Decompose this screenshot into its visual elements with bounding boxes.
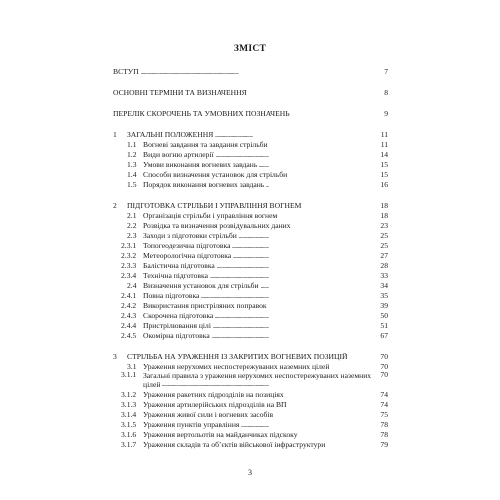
toc-entry — [113, 230, 388, 240]
toc-entry-page: 25 — [372, 242, 388, 250]
toc-entry-title-container — [143, 431, 372, 439]
toc-entry-title-container — [143, 363, 372, 371]
toc-entry-title-container — [143, 302, 372, 310]
toc-entry-number: 1.3 — [127, 160, 137, 170]
toc-entry-title: Порядок виконання вогневих завдань — [143, 181, 265, 189]
toc-entry-number: 2.4.5 — [121, 331, 137, 341]
toc-entry-page: 35 — [372, 292, 388, 300]
toc-entry-title-container — [143, 312, 372, 320]
toc-entry-page: 67 — [372, 332, 388, 340]
toc-entry-number: 3.1.4 — [121, 410, 137, 420]
toc-entry-page: 27 — [372, 252, 388, 260]
toc-entry-number: 2.3.4 — [121, 271, 137, 281]
toc-entry-title: Види вогню артилерії — [143, 151, 214, 159]
toc-entry-page: 70 — [372, 353, 388, 361]
toc-entry-number: 3 — [113, 352, 117, 362]
toc-entry-title: ОСНОВНІ ТЕРМІНИ ТА ВИЗНАЧЕННЯ — [113, 89, 247, 97]
toc-entry — [113, 270, 388, 280]
toc-entry-title: ЗАГАЛЬНІ ПОЛОЖЕННЯ — [127, 131, 214, 139]
toc-entry-title-container — [143, 292, 372, 300]
toc-entry-page: 75 — [372, 411, 388, 419]
table-of-contents — [113, 66, 388, 449]
toc-entry-title: Ураження вертольотів на майданчиках підскоку — [143, 431, 298, 439]
toc-entry-page: 39 — [372, 302, 388, 310]
toc-entry — [113, 351, 388, 361]
toc-entry-number: 2 — [113, 201, 117, 211]
toc-entry-page: 16 — [372, 181, 388, 189]
toc-entry-page: 15 — [372, 171, 388, 179]
toc-title: ЗМІСТ — [233, 44, 267, 54]
toc-entry-page: 14 — [372, 151, 388, 159]
toc-entry — [113, 210, 388, 220]
toc-entry-title-container — [143, 222, 372, 230]
toc-entry-title-container — [143, 272, 372, 280]
toc-entry-title-container — [143, 322, 372, 330]
toc-entry-title: Метеорологічна підготовка — [143, 252, 232, 260]
toc-entry-page: 15 — [372, 161, 388, 169]
toc-entry-number: 2.3.3 — [121, 261, 137, 271]
toc-entry-title: ПЕРЕЛІК СКОРОЧЕНЬ ТА УМОВНИХ ПОЗНАЧЕНЬ — [113, 110, 290, 118]
toc-entry-title-container — [143, 212, 372, 220]
toc-entry-title: Ураження складів та об’єктів військової інфраструктури — [143, 441, 326, 449]
toc-entry-number: 2.2 — [127, 221, 137, 231]
toc-entry-number: 2.3.2 — [121, 251, 137, 261]
toc-entry — [113, 389, 388, 399]
toc-entry-title: Розвідка та визначення розвідувальних даних — [143, 222, 291, 230]
toc-entry-page: 70 — [372, 363, 388, 371]
toc-entry-title-container — [143, 371, 372, 389]
toc-entry-title: Загальні правила з ураження нерухомих неспостережуваних наземних цілей — [143, 371, 372, 389]
toc-entry-number: 3.1.2 — [121, 390, 137, 400]
toc-entry-title: Повна підготовка — [143, 292, 200, 300]
toc-entry-title-container — [143, 391, 372, 399]
toc-entry-number: 1 — [113, 130, 117, 140]
toc-entry-title: ВСТУП — [113, 68, 139, 76]
toc-entry-title: Ураження нерухомих неспостережуваних наземних цілей — [143, 363, 330, 371]
toc-entry-title: Способи визначення установок для стрільби — [143, 171, 288, 179]
toc-entry-title-container — [143, 242, 372, 250]
toc-entry-title: Ураження живої сили і вогневих засобів — [143, 411, 274, 419]
toc-entry — [113, 220, 388, 230]
toc-entry-page: 51 — [372, 322, 388, 330]
toc-entry-page: 33 — [372, 272, 388, 280]
toc-entry — [113, 439, 388, 449]
toc-entry-number: 3.1.1 — [121, 370, 137, 379]
toc-entry — [113, 179, 388, 189]
toc-entry-page: 11 — [372, 131, 388, 139]
toc-entry-number: 2.4 — [127, 281, 137, 291]
toc-entry-page: 70 — [372, 371, 388, 379]
toc-entry-title: Використання пристріляних поправок — [143, 302, 267, 310]
toc-entry-page: 78 — [372, 431, 388, 439]
toc-entry-page: 7 — [372, 68, 388, 76]
toc-entry-number: 1.2 — [127, 150, 137, 160]
toc-entry-title-container — [143, 282, 372, 290]
toc-entry-title: Скорочена підготовка — [143, 312, 214, 320]
toc-entry-title-container — [113, 110, 372, 118]
toc-entry-page: 8 — [372, 89, 388, 97]
toc-entry — [113, 129, 388, 139]
toc-entry-title: Ураження пунктів управління — [143, 421, 240, 429]
toc-entry-number: 2.4.2 — [121, 301, 137, 311]
toc-entry-page: 18 — [372, 212, 388, 220]
toc-entry — [113, 310, 388, 320]
toc-entry — [113, 290, 388, 300]
toc-entry-title-container — [143, 161, 372, 169]
toc-entry-title-container — [143, 401, 372, 409]
toc-entry — [113, 108, 388, 118]
toc-entry-title-container — [143, 181, 372, 189]
toc-entry-page: 23 — [372, 222, 388, 230]
toc-entry-number: 2.1 — [127, 211, 137, 221]
toc-entry-title-container — [113, 89, 372, 97]
toc-entry — [113, 300, 388, 310]
toc-entry — [113, 260, 388, 270]
toc-entry-page: 34 — [372, 282, 388, 290]
toc-entry-title-container — [127, 353, 372, 361]
toc-entry-title-container — [143, 252, 372, 260]
toc-entry — [113, 250, 388, 260]
toc-entry-number: 1.5 — [127, 180, 137, 190]
toc-entry — [113, 66, 388, 76]
toc-entry-title: ПІДГОТОВКА СТРІЛЬБИ І УПРАВЛІННЯ ВОГНЕМ — [127, 202, 302, 210]
toc-entry-title-container — [143, 171, 372, 179]
toc-entry-page: 79 — [372, 441, 388, 449]
toc-entry — [113, 139, 388, 149]
toc-entry — [113, 371, 388, 389]
page-number: 3 — [248, 468, 252, 477]
toc-entry — [113, 169, 388, 179]
toc-entry-page: 9 — [372, 110, 388, 118]
toc-entry-number: 2.4.3 — [121, 311, 137, 321]
toc-entry-title: СТРІЛЬБА НА УРАЖЕННЯ ІЗ ЗАКРИТИХ ВОГНЕВИХ ПОЗИЦІЙ — [127, 353, 348, 361]
toc-entry — [113, 419, 388, 429]
toc-entry — [113, 159, 388, 169]
toc-entry — [113, 149, 388, 159]
toc-entry-title: Ураження артилерійських підрозділів на ВП — [143, 401, 287, 409]
toc-entry-number: 2.3 — [127, 231, 137, 241]
toc-entry-title: Умови виконання вогневих завдань — [143, 161, 258, 169]
toc-entry-title: Заходи з підготовки стрільби — [143, 232, 237, 240]
toc-entry-title: Визначення установок для стрільби — [143, 282, 259, 290]
toc-entry-number: 2.4.1 — [121, 291, 137, 301]
toc-entry-title: Організація стрільби і управління вогнем — [143, 212, 278, 220]
toc-entry-title-container — [143, 151, 372, 159]
toc-entry — [113, 330, 388, 340]
toc-entry-number: 3.1.7 — [121, 440, 137, 450]
toc-entry — [113, 280, 388, 290]
toc-entry-title: Вогневі завдання та завдання стрільби — [143, 141, 268, 149]
toc-entry — [113, 87, 388, 97]
toc-entry-title-container — [143, 232, 372, 240]
toc-entry-title-container — [127, 202, 372, 210]
toc-entry-page: 11 — [372, 141, 388, 149]
toc-entry-title-container — [143, 411, 372, 419]
toc-entry-number: 2.3.1 — [121, 241, 137, 251]
toc-entry-page: 74 — [372, 391, 388, 399]
toc-entry — [113, 429, 388, 439]
toc-entry-number: 3.1 — [127, 362, 137, 372]
toc-entry-title-container — [143, 421, 372, 429]
toc-entry-number: 1.1 — [127, 140, 137, 150]
toc-entry-number: 2.4.4 — [121, 321, 137, 331]
toc-entry-title: Ураження ракетних підрозділів на позиціях — [143, 391, 284, 399]
toc-entry-title: Пристрілювання цілі — [143, 322, 211, 330]
toc-entry-page: 25 — [372, 232, 388, 240]
toc-entry-title-container — [143, 441, 372, 449]
toc-entry — [113, 200, 388, 210]
toc-entry-page: 18 — [372, 202, 388, 210]
toc-entry-title-container — [143, 332, 372, 340]
toc-entry-page: 78 — [372, 421, 388, 429]
toc-entry — [113, 399, 388, 409]
toc-entry — [113, 409, 388, 419]
toc-entry-title-container — [127, 131, 372, 139]
toc-entry-page: 74 — [372, 401, 388, 409]
toc-entry-title-container — [143, 262, 372, 270]
toc-entry-number: 1.4 — [127, 170, 137, 180]
toc-entry-title: Балістична підготовка — [143, 262, 215, 270]
toc-entry-title-container — [143, 141, 372, 149]
toc-entry-title: Технічна підготовка — [143, 272, 208, 280]
toc-entry-title-container — [113, 68, 372, 76]
toc-entry-page: 28 — [372, 262, 388, 270]
toc-entry-number: 3.1.5 — [121, 420, 137, 430]
toc-entry — [113, 240, 388, 250]
toc-entry-title: Топогеодезична підготовка — [143, 242, 231, 250]
toc-entry-title: Окомірна підготовка — [143, 332, 210, 340]
toc-entry — [113, 361, 388, 371]
toc-entry-number: 3.1.3 — [121, 400, 137, 410]
toc-entry-number: 3.1.6 — [121, 430, 137, 440]
toc-entry — [113, 320, 388, 330]
toc-entry-page: 50 — [372, 312, 388, 320]
